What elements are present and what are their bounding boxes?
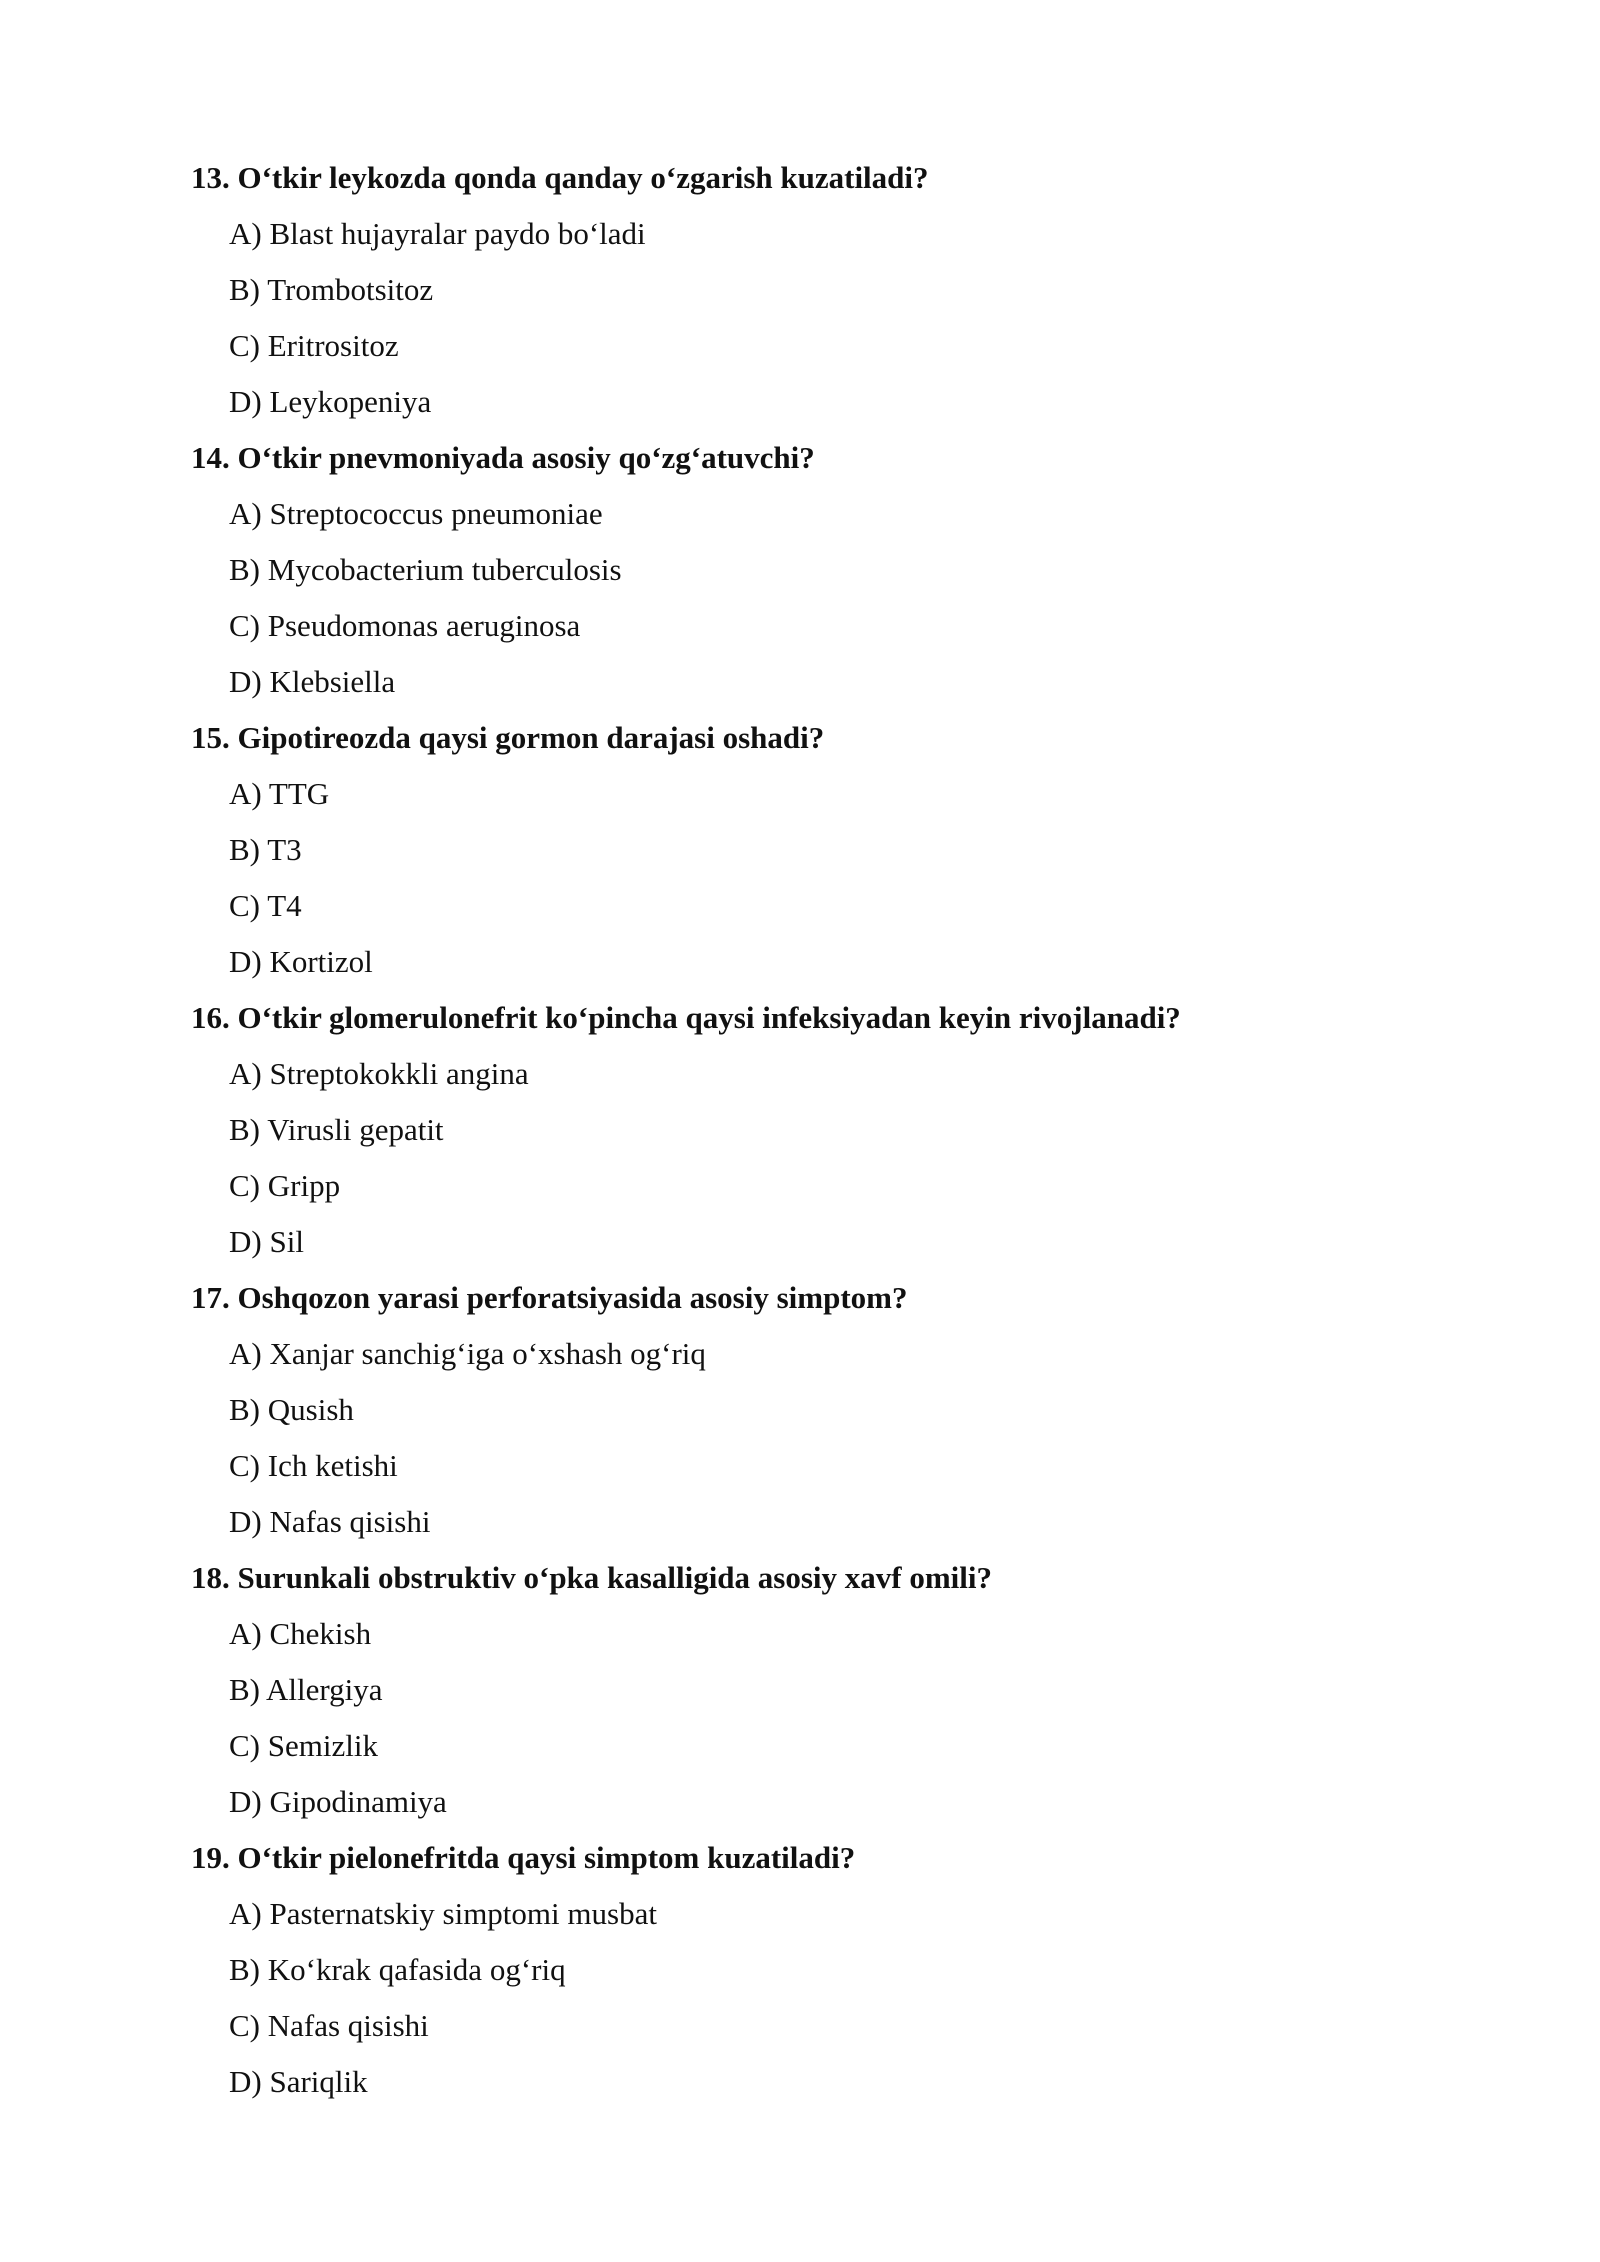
answer-option: C) Eritrositoz (229, 328, 399, 363)
option-list (191, 1886, 1441, 2110)
option-list (191, 1606, 1441, 1830)
question-title: 16. O‘tkir glomerulonefrit ko‘pincha qaysi infeksiyadan keyin rivojlanadi? (191, 1000, 1181, 1035)
answer-option: A) TTG (229, 776, 330, 811)
answer-option: B) Trombotsitoz (229, 272, 434, 307)
question-list (191, 150, 1441, 2110)
answer-option: D) Kortizol (229, 944, 373, 979)
answer-option: B) Qusish (229, 1392, 354, 1427)
question-block (191, 1270, 1441, 1550)
option-list (191, 1326, 1441, 1550)
answer-option: C) Gripp (229, 1168, 341, 1203)
answer-option: C) Ich ketishi (229, 1448, 398, 1483)
answer-option: A) Xanjar sanchig‘iga o‘xshash og‘riq (229, 1336, 706, 1371)
answer-option: D) Gipodinamiya (229, 1784, 447, 1819)
answer-option: B) Mycobacterium tuberculosis (229, 552, 622, 587)
answer-option: C) T4 (229, 888, 302, 923)
question-block (191, 430, 1441, 710)
option-list (191, 766, 1441, 990)
question-block (191, 990, 1441, 1270)
question-title: 17. Oshqozon yarasi perforatsiyasida asosiy simptom? (191, 1280, 908, 1315)
answer-option: D) Sariqlik (229, 2064, 368, 2099)
answer-option: C) Nafas qisishi (229, 2008, 429, 2043)
question-title: 15. Gipotireozda qaysi gormon darajasi oshadi? (191, 720, 825, 755)
answer-option: B) Virusli gepatit (229, 1112, 444, 1147)
question-block (191, 150, 1441, 430)
question-title: 19. O‘tkir pielonefritda qaysi simptom kuzatiladi? (191, 1840, 856, 1875)
answer-option: D) Nafas qisishi (229, 1504, 431, 1539)
option-list (191, 486, 1441, 710)
answer-option: A) Chekish (229, 1616, 372, 1651)
question-title: 13. O‘tkir leykozda qonda qanday o‘zgarish kuzatiladi? (191, 160, 929, 195)
answer-option: D) Leykopeniya (229, 384, 432, 419)
answer-option: B) T3 (229, 832, 302, 867)
answer-option: D) Sil (229, 1224, 304, 1259)
answer-option: A) Pasternatskiy simptomi musbat (229, 1896, 657, 1931)
question-block (191, 710, 1441, 990)
answer-option: C) Pseudomonas aeruginosa (229, 608, 581, 643)
answer-option: B) Ko‘krak qafasida og‘riq (229, 1952, 566, 1987)
question-block (191, 1830, 1441, 2110)
answer-option: A) Blast hujayralar paydo bo‘ladi (229, 216, 646, 251)
answer-option: C) Semizlik (229, 1728, 378, 1763)
answer-option: A) Streptokokkli angina (229, 1056, 529, 1091)
option-list (191, 206, 1441, 430)
answer-option: A) Streptococcus pneumoniae (229, 496, 603, 531)
question-block (191, 1550, 1441, 1830)
question-title: 14. O‘tkir pnevmoniyada asosiy qo‘zg‘atuvchi? (191, 440, 815, 475)
answer-option: D) Klebsiella (229, 664, 396, 699)
answer-option: B) Allergiya (229, 1672, 383, 1707)
question-title: 18. Surunkali obstruktiv o‘pka kasalligida asosiy xavf omili? (191, 1560, 993, 1595)
option-list (191, 1046, 1441, 1270)
